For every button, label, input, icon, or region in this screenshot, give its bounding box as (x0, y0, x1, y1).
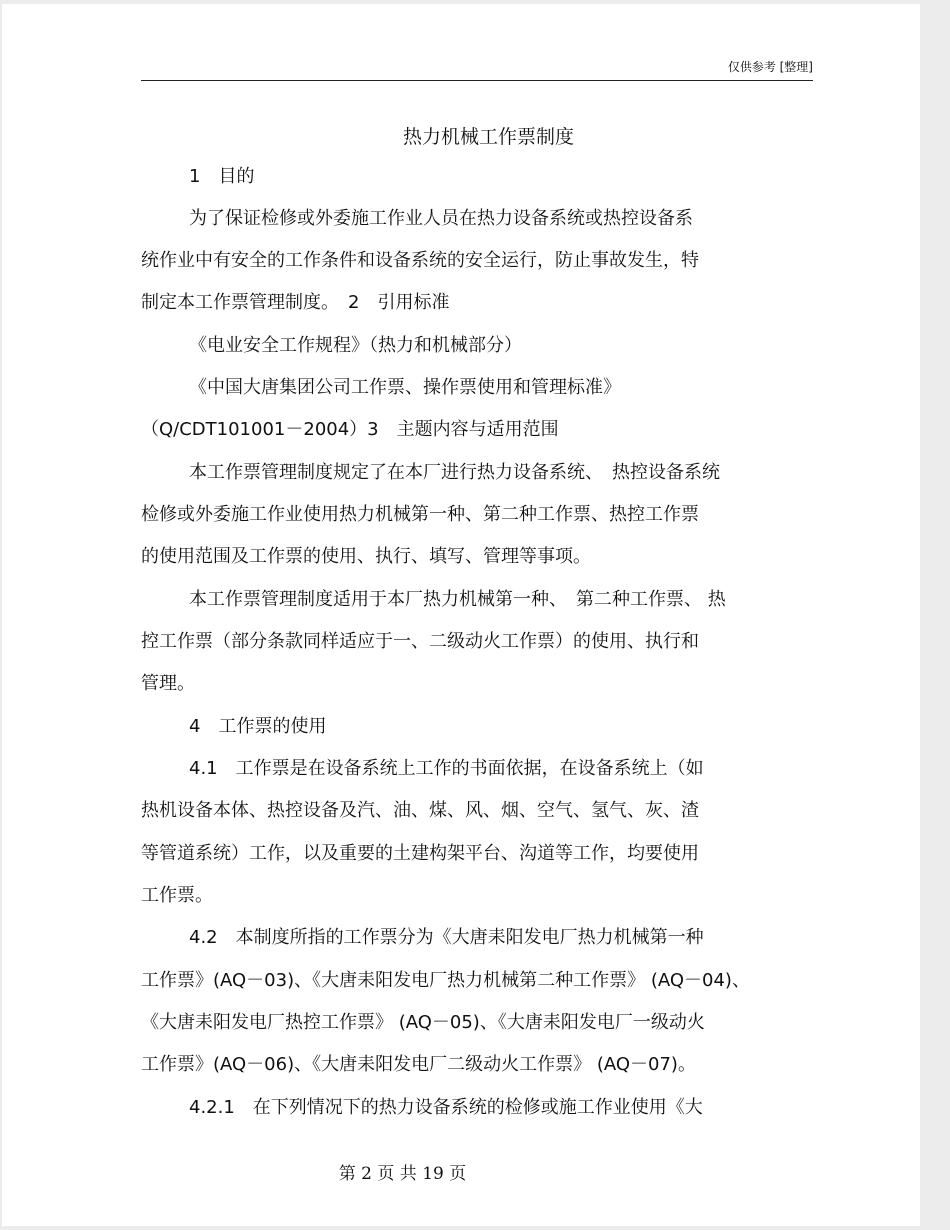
header-rule (141, 80, 813, 81)
document-title: 热力机械工作票制度 (402, 126, 574, 148)
text-line: 1 目的 (189, 166, 255, 187)
text-line: 《大唐耒阳发电厂热控工作票》 (AQ－05)、《大唐耒阳发电厂一级动火 (141, 1012, 705, 1033)
text-line: 《电业安全工作规程》（热力和机械部分） (189, 335, 522, 356)
text-line: 4 工作票的使用 (189, 716, 327, 737)
text-line: 管理。 (141, 673, 195, 694)
text-line: 的使用范围及工作票的使用、执行、填写、管理等事项。 (141, 546, 591, 567)
text-line: 为了保证检修或外委施工作业人员在热力设备系统或热控设备系 (189, 208, 693, 229)
text-line: 等管道系统）工作，以及重要的土建构架平台、沟道等工作，均要使用 (141, 843, 699, 864)
text-line: 制定本工作票管理制度。 2 引用标准 (141, 292, 450, 313)
text-line: 本工作票管理制度适用于本厂热力机械第一种、 第二种工作票、 热 (189, 589, 726, 610)
header-note: 仅供参考 [整理] (727, 60, 813, 74)
page-footer: 第 2 页 共 19 页 (338, 1164, 467, 1184)
text-line: 工作票》(AQ－03)、《大唐耒阳发电厂热力机械第二种工作票》 (AQ－04)、 (141, 970, 750, 991)
text-line: 4.2 本制度所指的工作票分为《大唐耒阳发电厂热力机械第一种 (189, 927, 704, 948)
text-line: 统作业中有安全的工作条件和设备系统的安全运行，防止事故发生，特 (141, 250, 699, 271)
text-line: 控工作票（部分条款同样适应于一、二级动火工作票）的使用、执行和 (141, 631, 699, 652)
text-line: 热机设备本体、热控设备及汽、油、煤、风、烟、空气、氢气、灰、渣 (141, 800, 699, 821)
text-line: 本工作票管理制度规定了在本厂进行热力设备系统、 热控设备系统 (189, 462, 720, 483)
text-line: 《中国大唐集团公司工作票、操作票使用和管理标准》 (189, 377, 621, 398)
text-line: 工作票》(AQ－06)、《大唐耒阳发电厂二级动火工作票》 (AQ－07)。 (141, 1054, 696, 1075)
text-line: 检修或外委施工作业使用热力机械第一种、第二种工作票、热控工作票 (141, 504, 699, 525)
text-line: 4.2.1 在下列情况下的热力设备系统的检修或施工作业使用《大 (189, 1097, 703, 1118)
text-line: 工作票。 (141, 885, 213, 906)
document-page (2, 4, 920, 1226)
text-line: （Q/CDT101001－2004）3 主题内容与适用范围 (141, 419, 559, 440)
text-line: 4.1 工作票是在设备系统上工作的书面依据，在设备系统上（如 (189, 758, 704, 779)
